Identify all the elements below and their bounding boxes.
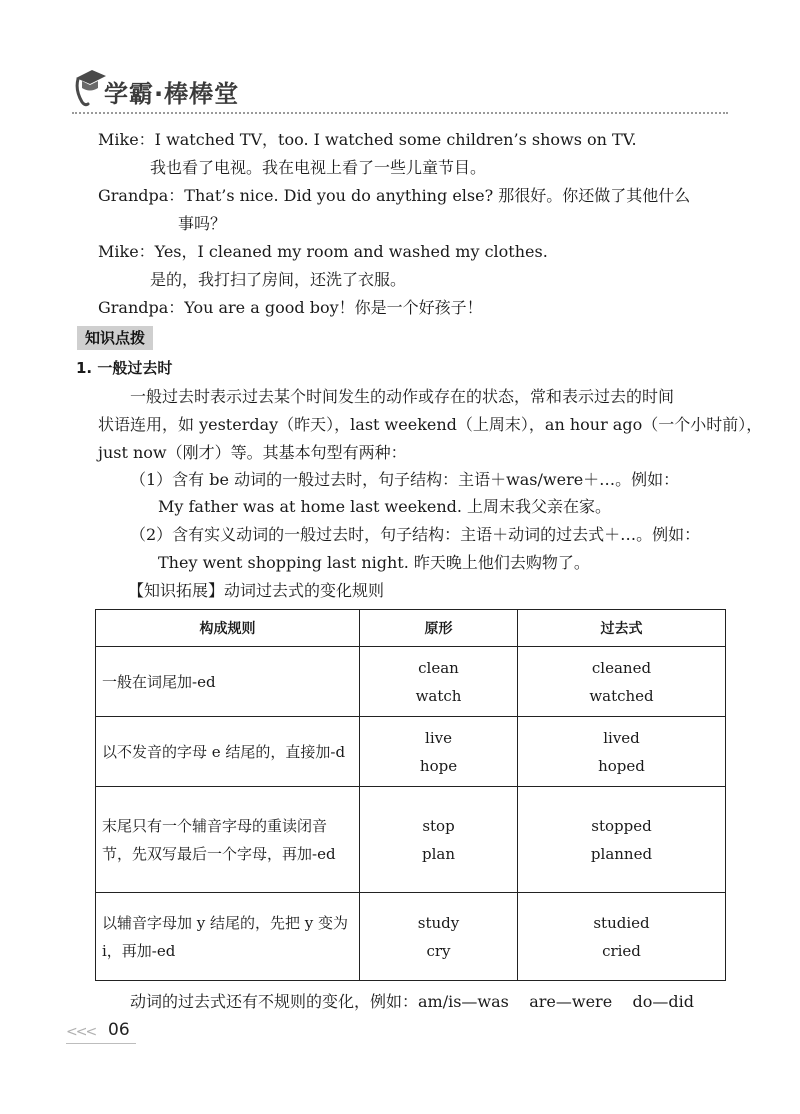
intro-line-3: just now（刚才）等。其基本句型有两种： bbox=[98, 443, 407, 462]
case-1-example: My father was at home last weekend. 上周末我父亲在家。 bbox=[158, 497, 612, 516]
case-2-example: They went shopping last night. 昨天晚上他们去购物了。 bbox=[158, 553, 590, 572]
past-word: stopped bbox=[591, 816, 652, 835]
rule-cell: 末尾只有一个辅音字母的重读闭音节，先双写最后一个字母，再加-ed bbox=[96, 787, 360, 893]
base-word: cry bbox=[426, 941, 451, 960]
point-title: 1. 一般过去时 bbox=[76, 359, 173, 377]
base-form-cell bbox=[360, 647, 518, 717]
past-word: cried bbox=[602, 941, 641, 960]
intro-line-1: 一般过去时表示过去某个时间发生的动作或存在的状态，常和表示过去的时间 bbox=[130, 387, 675, 406]
base-word: clean bbox=[418, 658, 459, 677]
section-tag: 知识点拨 bbox=[77, 326, 153, 350]
past-form-cell bbox=[518, 787, 726, 893]
extension-heading: 【知识拓展】动词过去式的变化规则 bbox=[128, 581, 385, 600]
base-word: live bbox=[425, 728, 452, 747]
footer-arrows-icon: <<< bbox=[66, 1024, 96, 1040]
case-1-structure: （1）含有 be 动词的一般过去时，句子结构：主语＋was/were＋…。例如： bbox=[130, 470, 680, 489]
header-title: 学霸·棒棒堂 bbox=[104, 80, 240, 108]
base-word: watch bbox=[415, 686, 462, 705]
base-form-cell bbox=[360, 787, 518, 893]
table-header-row bbox=[96, 610, 726, 647]
dialogue-translation-mike-1: 我也看了电视。我在电视上看了一些儿童节目。 bbox=[150, 158, 487, 177]
base-word: hope bbox=[419, 756, 458, 775]
page-header bbox=[72, 64, 728, 114]
header-past-form: 过去式 bbox=[518, 610, 726, 647]
header-rule: 构成规则 bbox=[96, 610, 360, 647]
dialogue-line-grandpa-2: Grandpa：You are a good boy！你是一个好孩子！ bbox=[98, 298, 483, 317]
base-word: stop bbox=[422, 816, 455, 835]
rule-cell: 以辅音字母加 y 结尾的，先把 y 变为 i，再加-ed bbox=[96, 893, 360, 981]
dialogue-line-grandpa-1-cont: 事吗？ bbox=[178, 214, 227, 233]
case-2-structure: （2）含有实义动词的一般过去时，句子结构：主语＋动词的过去式＋…。例如： bbox=[130, 525, 701, 544]
past-word: studied bbox=[593, 913, 650, 932]
graduation-cap-icon bbox=[72, 66, 108, 108]
dialogue-line-grandpa-1: Grandpa：That’s nice. Did you do anything else? 那很好。你还做了其他什么 bbox=[98, 186, 691, 205]
header-base-form: 原形 bbox=[360, 610, 518, 647]
past-tense-rules-table bbox=[95, 609, 726, 981]
past-word: watched bbox=[589, 686, 654, 705]
past-word: planned bbox=[590, 844, 653, 863]
past-word: lived bbox=[603, 728, 640, 747]
past-form-cell bbox=[518, 647, 726, 717]
table-row bbox=[96, 647, 726, 717]
base-form-cell bbox=[360, 717, 518, 787]
intro-line-2: 状语连用，如 yesterday（昨天），last weekend（上周末），an hour ago（一个小时前）， bbox=[98, 415, 763, 434]
footer-divider bbox=[66, 1043, 136, 1044]
rule-cell: 以不发音的字母 e 结尾的，直接加-d bbox=[96, 717, 360, 787]
dialogue-line-mike-2: Mike：Yes，I cleaned my room and washed my clothes. bbox=[98, 242, 548, 261]
page-number: 06 bbox=[108, 1020, 130, 1040]
past-form-cell bbox=[518, 717, 726, 787]
rule-cell: 一般在词尾加-ed bbox=[96, 647, 360, 717]
past-word: cleaned bbox=[591, 658, 652, 677]
dialogue-translation-mike-2: 是的，我打扫了房间，还洗了衣服。 bbox=[150, 270, 407, 289]
dialogue-line-mike-1: Mike：I watched TV，too. I watched some children’s shows on TV. bbox=[98, 130, 637, 149]
base-form-cell bbox=[360, 893, 518, 981]
table-row bbox=[96, 893, 726, 981]
past-form-cell bbox=[518, 893, 726, 981]
table-row bbox=[96, 787, 726, 893]
irregular-verbs-note: 动词的过去式还有不规则的变化，例如：am/is—was are—were do—did bbox=[130, 992, 694, 1011]
base-word: study bbox=[417, 913, 460, 932]
past-word: hoped bbox=[598, 756, 645, 775]
table-row bbox=[96, 717, 726, 787]
base-word: plan bbox=[421, 844, 455, 863]
